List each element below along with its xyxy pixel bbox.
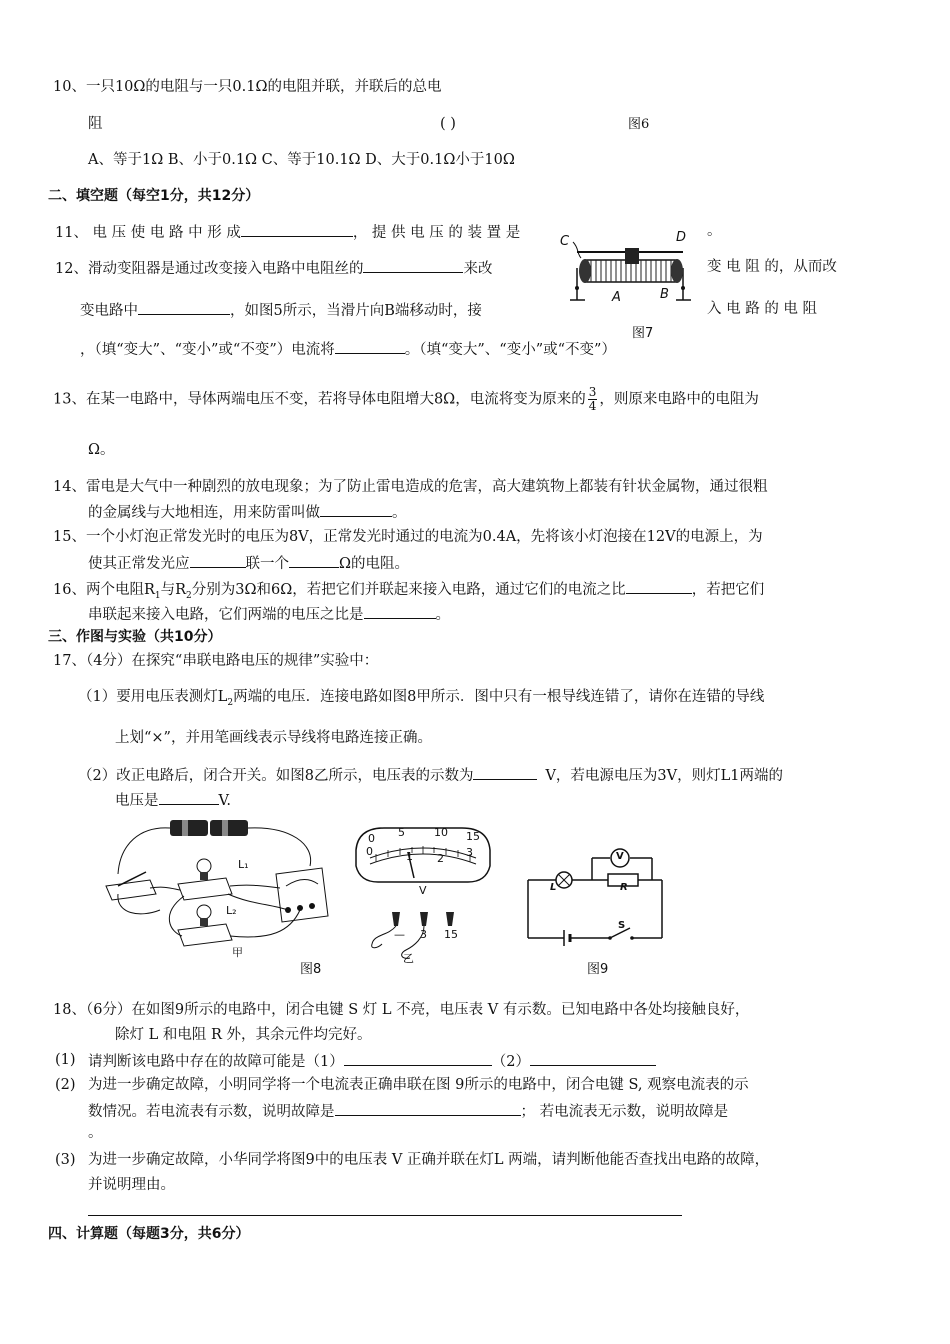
q15-part-c: 联一个 <box>245 556 289 572</box>
q14-blank[interactable] <box>320 502 392 517</box>
q17-p2c: 电压是 <box>115 793 159 809</box>
q12-part-f: 入 电 路 的 电 阻 <box>707 301 818 317</box>
q12-part-b: 来改 <box>463 261 493 277</box>
q12-blank3[interactable] <box>335 339 405 354</box>
q15-part-b: 使其正常发光应 <box>88 556 190 572</box>
q13-line1 <box>53 386 759 413</box>
q18-p3-line1: 为进一步确定故障，小华同学将图9中的电压表 V 正确并联在灯L 两端，请判断他能否查找出电路的故障， <box>88 1152 770 1168</box>
q17-p1-sub: 2 <box>227 697 234 708</box>
q15-part-d: Ω的电阻。 <box>339 556 410 572</box>
q11-part-a: 11、 电 压 使 电 路 中 形 成 <box>55 225 241 241</box>
q15-blank2[interactable] <box>289 553 339 568</box>
q18-p1-text: 请判断该电路中存在的故障可能是（1） <box>88 1054 344 1070</box>
fig9-resistor-r: R <box>620 882 628 893</box>
q13-part-b: ，则原来电路中的电阻为 <box>599 391 759 408</box>
q18-answer-line[interactable] <box>88 1215 682 1216</box>
q18-p2-end: 。 <box>88 1125 103 1141</box>
fig6-label: 图6 <box>628 117 650 132</box>
q16-blank2[interactable] <box>364 604 436 619</box>
q15-line1: 15、一个小灯泡正常发光时的电压为8V，正常发光时通过的电流为0.4A，先将该小灯泡接在12V的电源上，为 <box>53 529 763 545</box>
q18-blank3[interactable] <box>335 1101 521 1116</box>
q17-part2-line1 <box>78 765 783 785</box>
q17-p2d: V. <box>218 793 232 809</box>
fig8-yi-label: 乙 <box>403 952 414 965</box>
fig7-label-c: C <box>560 234 570 249</box>
q18-p3-num: (3) <box>55 1152 76 1168</box>
q12-part-c: 变 电 阻 的，从而改 <box>707 259 837 275</box>
q12-line2 <box>80 300 482 320</box>
q18-p2-line2 <box>88 1101 728 1121</box>
fig7-label-b: B <box>660 287 669 302</box>
q17-part1-line1 <box>78 688 764 712</box>
fig8-jia-circuit-drawing <box>100 814 345 954</box>
q18-p2-line1: 为进一步确定故障，小明同学将一个电流表正确串联在图 9所示的电路中，闭合电键 S, 观察电流表的示 <box>88 1077 749 1093</box>
q13-denominator: 4 <box>588 399 597 413</box>
q16-part-b: 串联起来接入电路，它们两端的电压之比是 <box>88 607 364 623</box>
q18-blank2[interactable] <box>530 1051 656 1066</box>
q12-part-g: ，（填“变大”、“变小”或“不变”）电流将 <box>80 342 335 358</box>
q12-part-a: 12、滑动变阻器是通过改变接入电路中电阻丝的 <box>55 261 364 277</box>
q16-part-a3: 分别为3Ω和6Ω，若把它们并联起来接入电路，通过它们的电流之比 <box>191 582 626 598</box>
q11-blank1[interactable] <box>241 222 353 237</box>
q12-part-d: 变电路中 <box>80 303 138 319</box>
q13-numerator: 3 <box>588 385 597 399</box>
section3-title: 三、作图与实验（共10分） <box>48 629 222 645</box>
fig8-term-neg: — <box>394 928 405 941</box>
fig8-lamp1-label: L₁ <box>238 858 249 871</box>
q17-p2a: （2）改正电路后，闭合开关。如图8乙所示，电压表的示数为 <box>78 768 474 784</box>
q12-line1 <box>55 258 492 278</box>
q10-line2: 阻 <box>88 116 103 132</box>
q11-part-b: ， 提 供 电 压 的 装 置 是 <box>352 225 521 241</box>
q16-part-a1: 16、两个电阻R <box>53 582 155 598</box>
q17-part1-line2: 上划“×”，并用笔画线表示导线将电路连接正确。 <box>115 730 432 746</box>
q16-part-c: 。 <box>435 607 450 623</box>
q17-p2b: V，若电源电压为3V，则灯L1两端的 <box>545 768 783 784</box>
q11-end: 。 <box>707 223 722 239</box>
fig8-label: 图8 <box>300 962 322 977</box>
fig8-scale-bot-2: 2 <box>437 852 444 865</box>
fig7-label-a: A <box>612 290 621 305</box>
q17-title: 17、（4分）在探究“串联电路电压的规律”实验中： <box>53 653 379 669</box>
q18-blank1[interactable] <box>344 1051 492 1066</box>
q12-part-h: 。（填“变大”、“变小”或“不变”） <box>404 342 616 358</box>
q17-part2-line2 <box>115 790 231 810</box>
q18-p3-line2: 并说明理由。 <box>88 1177 175 1193</box>
q16-line2 <box>88 604 450 624</box>
q14-part-c: 。 <box>392 505 407 521</box>
fig7-label-d: D <box>676 230 687 245</box>
fig8-scale-top-0: 0 <box>368 832 375 845</box>
q15-blank1[interactable] <box>190 553 246 568</box>
q12-part-e: ，如图5所示，当滑片向B端移动时，接 <box>230 303 482 319</box>
fig7-label: 图7 <box>632 326 654 341</box>
q18-p1b: （2） <box>491 1054 530 1070</box>
q12-line3 <box>80 339 616 359</box>
q18-p2-num: (2) <box>55 1077 76 1093</box>
q10-options: A、等于1Ω B、小于0.1Ω C、等于10.1Ω D、大于0.1Ω小于10Ω <box>88 152 515 168</box>
q18-p1-line <box>88 1051 656 1071</box>
q14-part-b: 的金属线与大地相连，用来防雷叫做 <box>88 505 320 521</box>
fig8-scale-top-15: 15 <box>466 830 480 843</box>
fig8-jia-label: 甲 <box>232 946 243 959</box>
fig8-scale-top-10: 10 <box>434 826 448 839</box>
q17-p1a: （1）要用电压表测灯L <box>78 689 228 705</box>
q10-paren: ( ) <box>440 116 456 132</box>
q11-text <box>55 222 520 242</box>
fig8-term-3: 3 <box>420 928 427 941</box>
q10-line1: 10、一只10Ω的电阻与一只0.1Ω的电阻并联，并联后的总电 <box>53 79 442 95</box>
q17-blank1[interactable] <box>473 765 537 780</box>
q16-line1 <box>53 579 764 605</box>
q14-line2 <box>88 502 407 522</box>
fig9-label: 图9 <box>587 962 609 977</box>
q13-fraction <box>588 386 598 413</box>
q18-p2c: ； 若电流表无示数，说明故障是 <box>520 1104 729 1120</box>
fig9-switch-s: S <box>618 920 626 931</box>
q12-blank1[interactable] <box>363 258 463 273</box>
q13-part-c: Ω。 <box>88 442 115 458</box>
q13-part-a: 13、在某一电路中，导体两端电压不变，若将导体电阻增大8Ω，电流将变为原来的 <box>53 391 586 408</box>
q12-blank2[interactable] <box>138 300 230 315</box>
q16-part-a2: 与R <box>160 582 187 598</box>
q16-part-a4: ，若把它们 <box>691 582 765 598</box>
fig8-scale-top-5: 5 <box>398 826 405 839</box>
q16-sub1: 1 <box>154 590 161 601</box>
q17-blank2[interactable] <box>159 790 219 805</box>
q17-p1b: 两端的电压．连接电路如图8甲所示．图中只有一根导线连错了，请你在连错的导线 <box>233 689 765 705</box>
fig8-term-15: 15 <box>444 928 458 941</box>
fig9-voltmeter-v: V <box>616 851 624 862</box>
q18-p2b: 数情况。若电流表有示数，说明故障是 <box>88 1104 335 1120</box>
fig9-lamp-l: L <box>550 882 557 893</box>
fig8-dial-v: V <box>419 884 427 897</box>
q14-line1: 14、雷电是大气中一种剧烈的放电现象；为了防止雷电造成的危害，高大建筑物上都装有针状金属物，通过很粗 <box>53 479 768 495</box>
q18-line2: 除灯 L 和电阻 R 外，其余元件均完好。 <box>115 1027 372 1043</box>
q16-sub2: 2 <box>186 590 192 601</box>
fig8-scale-bot-1: 1 <box>406 850 413 863</box>
section2-title: 二、填空题（每空1分，共12分） <box>48 188 260 204</box>
q18-line1: 18、（6分）在如图9所示的电路中，闭合电键 S 灯 L 不亮，电压表 V 有示数。已知电路中各处均接触良好， <box>53 1002 750 1018</box>
fig9-schematic-drawing <box>520 840 670 950</box>
fig8-scale-bot-3: 3 <box>466 846 473 859</box>
q15-line2 <box>88 553 409 573</box>
fig8-scale-bot-0: 0 <box>366 845 373 858</box>
q16-blank1[interactable] <box>626 579 692 594</box>
fig8-lamp2-label: L₂ <box>226 904 237 917</box>
q18-p1-num: (1) <box>55 1052 76 1068</box>
section4-title: 四、计算题（每题3分，共6分） <box>48 1226 250 1242</box>
